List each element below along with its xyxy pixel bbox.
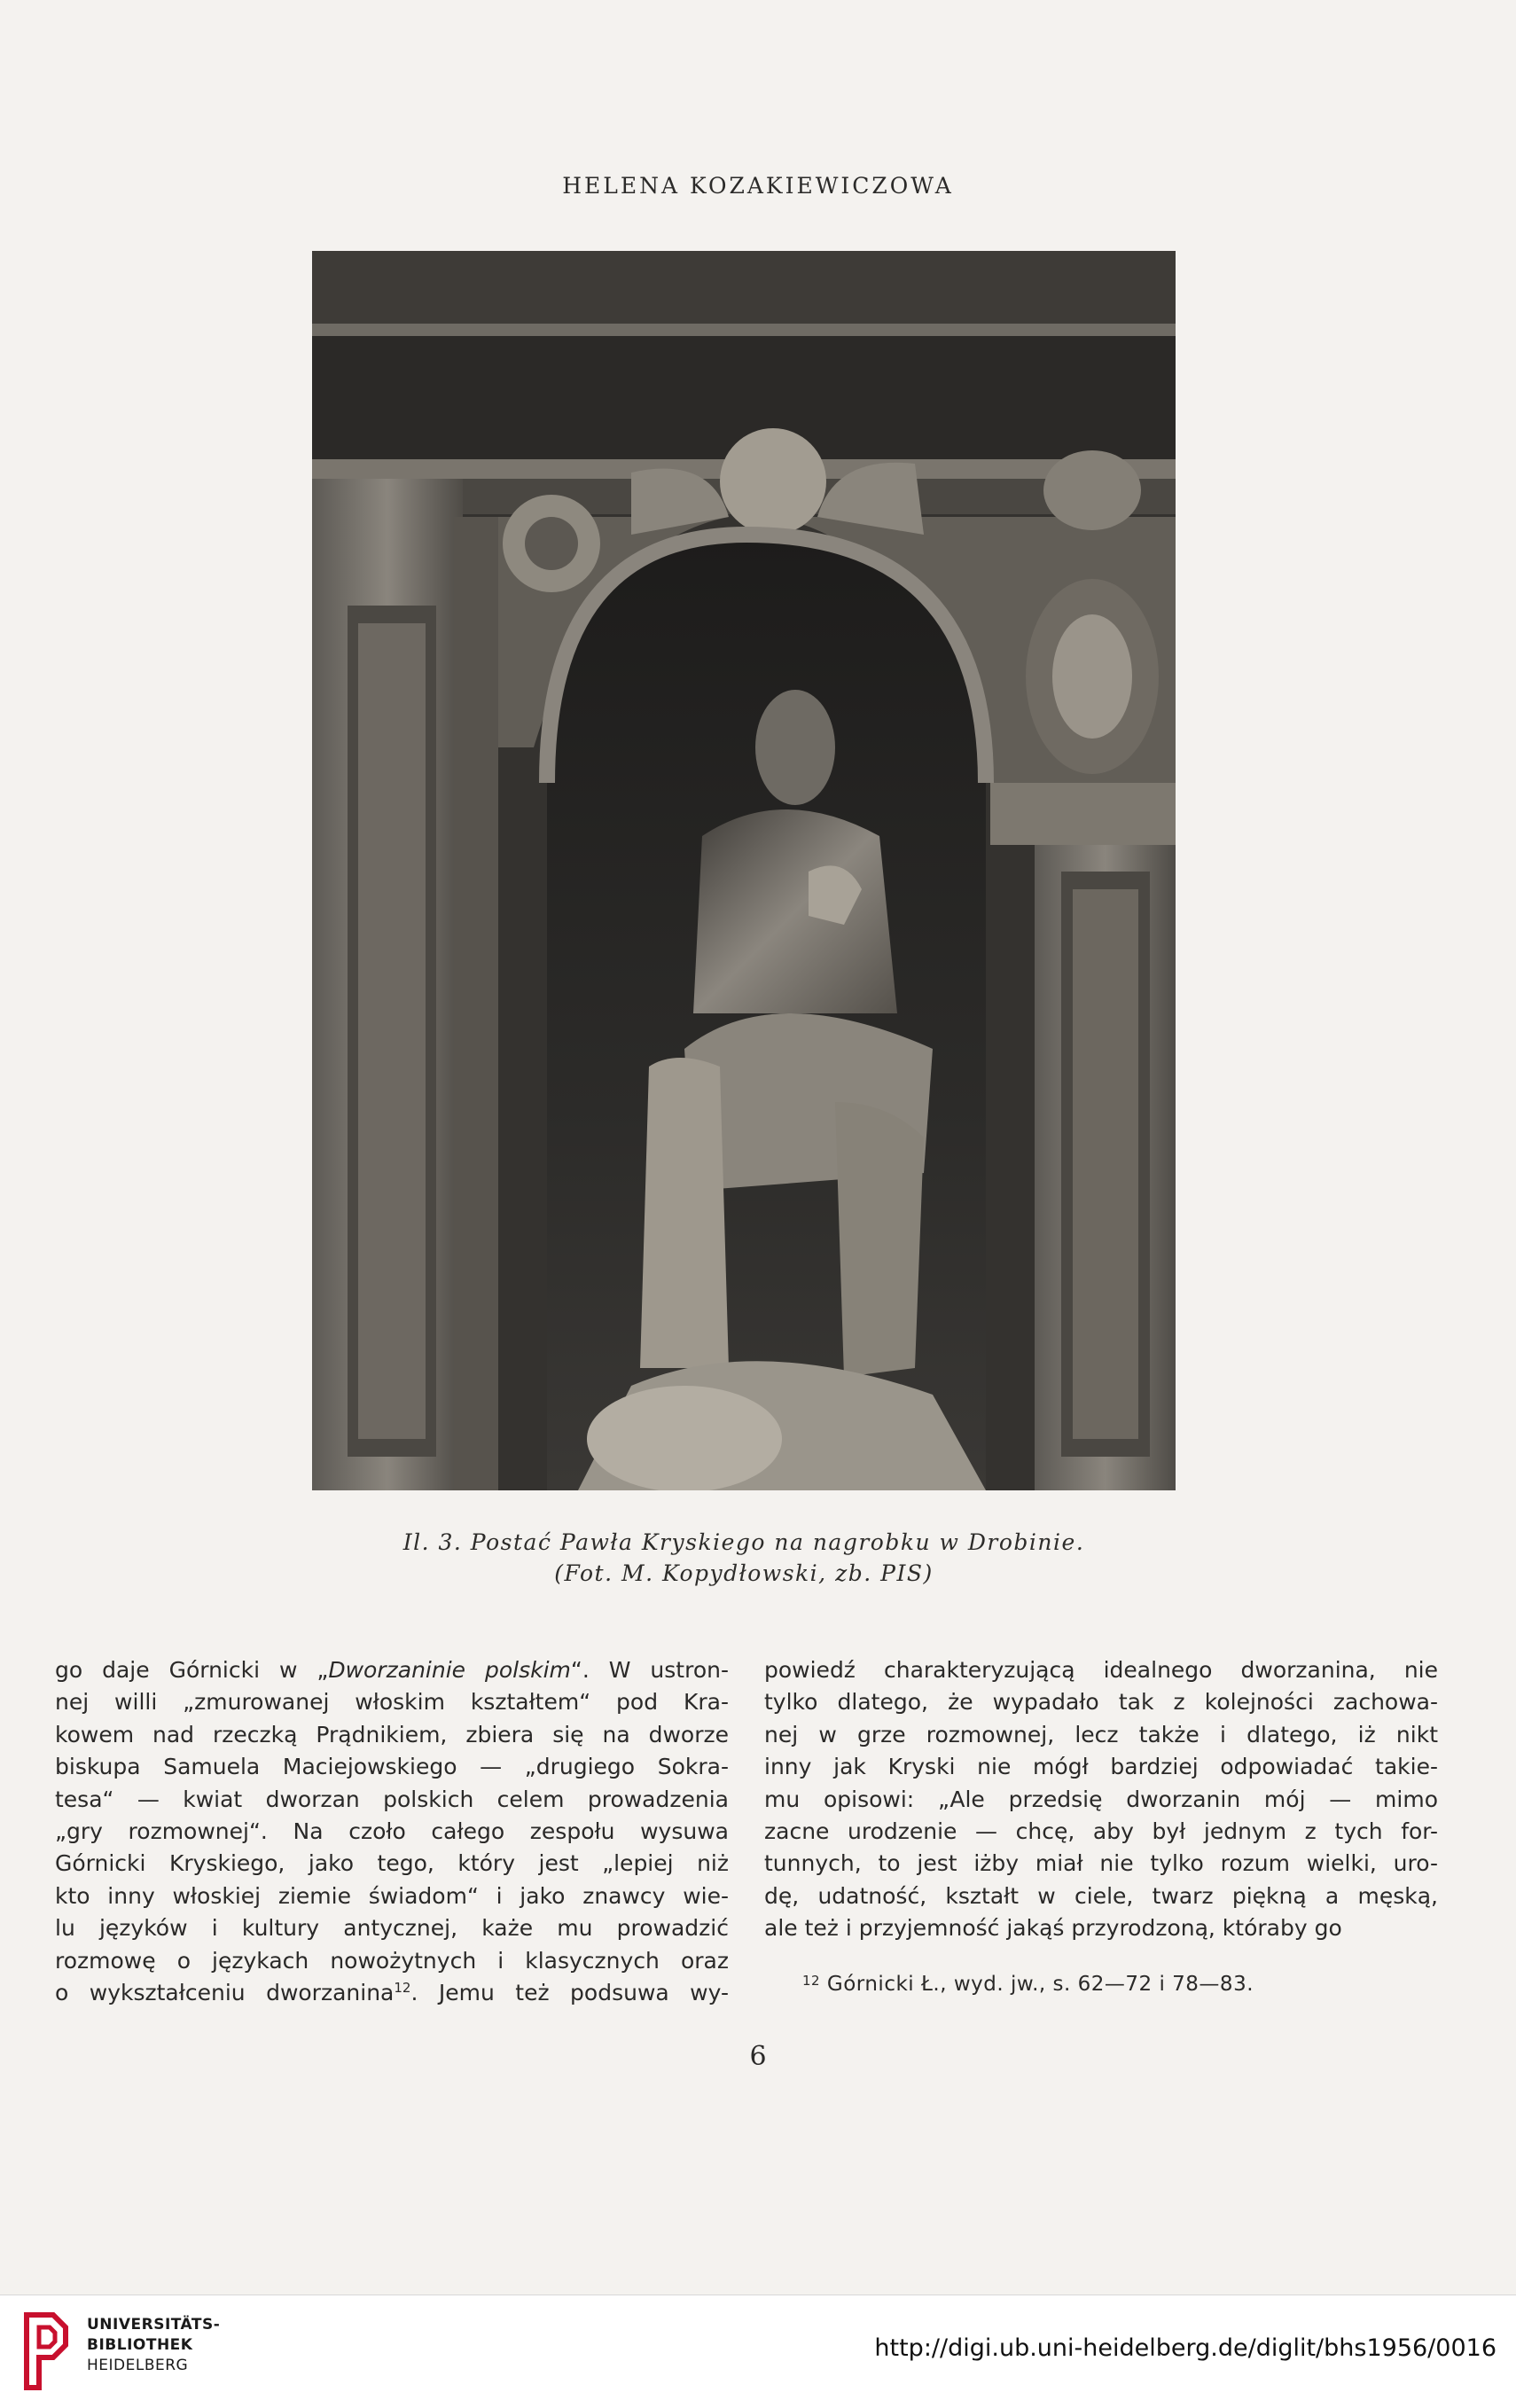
library-name-line: BIBLIOTHEK	[87, 2336, 193, 2354]
body-text-left-column	[55, 1654, 729, 2009]
figure-caption: Il. 3. Postać Pawła Kryskiego na nagrobku w Drobinie.	[402, 1529, 1085, 1555]
footnote-text: Górnicki Ł., wyd. jw., s. 62—72 i 78—83.	[826, 1973, 1254, 1996]
text-line: tunnych, to jest iżby miał nie tylko rozum wielki, uro-	[764, 1850, 1438, 1877]
text-line: nej willi „zmurowanej włoskim kształtem“ pod Kra-	[55, 1689, 729, 1716]
text-line: rozmowę o językach nowożytnych i klasycznych oraz	[55, 1947, 729, 1974]
figure-credit: (Fot. M. Kopydłowski, zb. PIS)	[554, 1560, 934, 1586]
text-line: zacne urodzenie — chcę, aby był jednym z tych for-	[764, 1818, 1438, 1844]
text-line-with-footnote	[55, 1977, 729, 2009]
text-line: biskupa Samuela Maciejowskiego — „drugiego Sokra-	[55, 1754, 729, 1780]
text-line: lu języków i kultury antycznej, każe mu prowadzić	[55, 1915, 729, 1942]
book-title: Dworzaninie polskim	[328, 1657, 571, 1683]
tomb-photo-illustration	[312, 251, 1176, 1490]
text-line: dę, udatność, kształt w ciele, twarz piękną a męską,	[764, 1882, 1438, 1909]
library-name	[87, 2315, 220, 2376]
source-url-link[interactable]: http://digi.ub.uni-heidelberg.de/diglit/bhs1956/0016	[874, 2334, 1496, 2362]
page-number: 6	[749, 2041, 767, 2072]
text-line: tylko dlatego, że wypadało tak z kolejności zachowa-	[764, 1689, 1438, 1716]
text-line: tesa“ — kwiat dworzan polskich celem prowadzenia	[55, 1786, 729, 1812]
footnote-marker: 12	[802, 1973, 821, 1989]
text-fragment: o wykształceniu dworzanina	[55, 1979, 395, 2005]
text-line: nej w grze rozmownej, lecz także i dlatego, iż nikt	[764, 1721, 1438, 1747]
text-line: mu opisowi: „Ale przedsię dworzanin mój — mimo	[764, 1786, 1438, 1812]
running-head: HELENA KOZAKIEWICZOWA	[562, 173, 954, 199]
text-line: kto inny włoskiej ziemie świadom“ i jako znawcy wie-	[55, 1882, 729, 1909]
text-line: inny jak Kryski nie mógł bardziej odpowiadać takie-	[764, 1754, 1438, 1780]
text-line: go daje Górnicki w „Dworzaninie polskim“. W ustron-	[55, 1657, 729, 1683]
body-text-right-column	[764, 1654, 1438, 1945]
text-fragment: . Jemu też podsuwa wy-	[410, 1979, 729, 2005]
library-logo-icon	[20, 2306, 73, 2396]
figure-photograph	[312, 251, 1176, 1490]
library-name-line: HEIDELBERG	[87, 2357, 189, 2374]
text-line: „gry rozmownej“. Na czoło całego zespołu wysuwa	[55, 1818, 729, 1844]
footnote-reference: 12	[394, 1979, 411, 1996]
digitization-footer	[0, 2295, 1516, 2408]
text-line: powiedź charakteryzującą idealnego dworzanina, nie	[764, 1657, 1438, 1683]
text-line: kowem nad rzeczką Prądnikiem, zbiera się na dworze	[55, 1721, 729, 1747]
library-name-line: UNIVERSITÄTS-	[87, 2316, 221, 2334]
text-line: ale też i przyjemność jakąś przyrodzoną, któraby go	[764, 1915, 1342, 1942]
text-line: Górnicki Kryskiego, jako tego, który jest „lepiej niż	[55, 1850, 729, 1877]
footnote	[802, 1973, 1423, 1996]
